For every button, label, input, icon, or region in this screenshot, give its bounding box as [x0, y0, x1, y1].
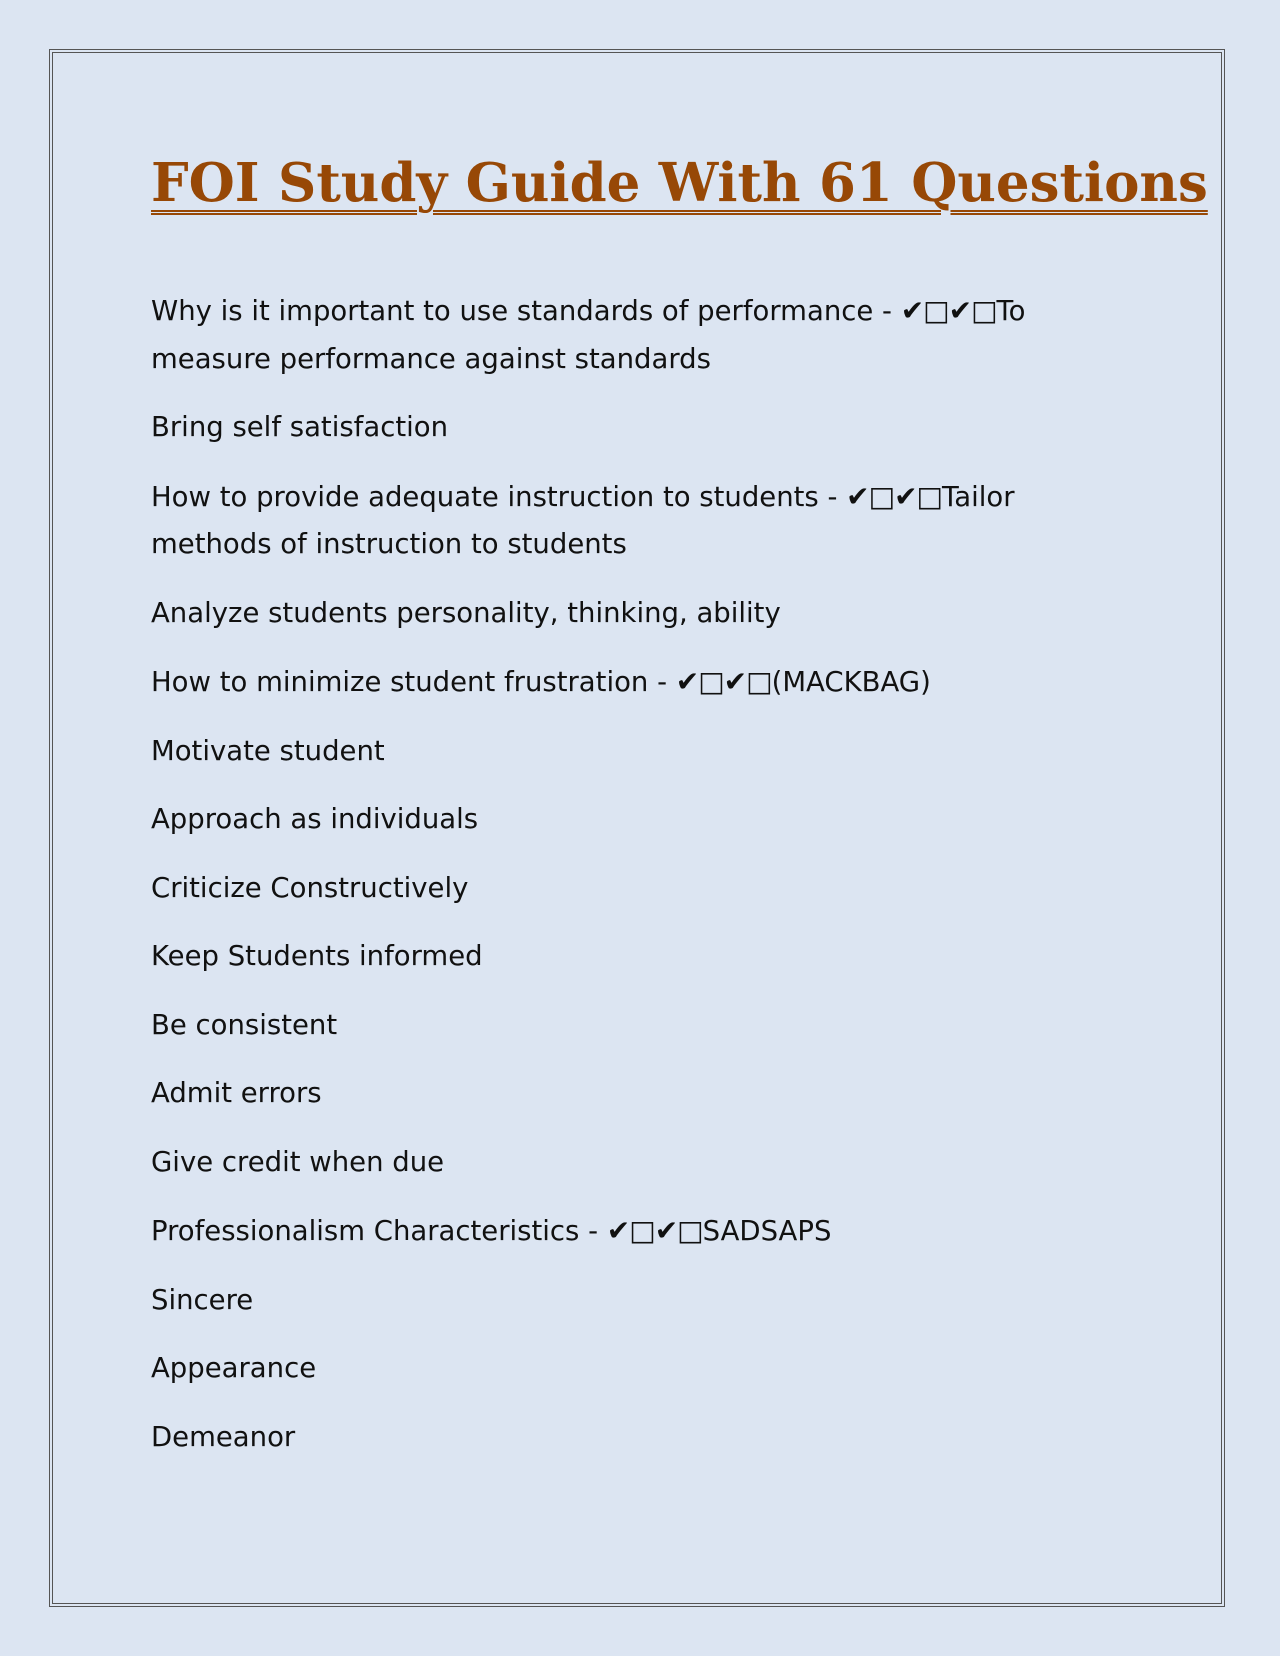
answer-line: Be consistent [151, 1008, 338, 1041]
document-title: FOI Study Guide With 61 Questions [151, 152, 1208, 214]
check-mark-icon: ✔□✔□ [900, 294, 997, 327]
answer-line: Demeanor [151, 1420, 296, 1453]
answer-line: Bring self satisfaction [151, 411, 449, 443]
answer-line: Give credit when due [151, 1145, 445, 1178]
check-mark-icon: ✔□✔□ [606, 1214, 703, 1247]
question-adequate-instruction: How to provide adequate instruction to students - ✔□✔□Tailor methods of instruction to students [151, 479, 1015, 560]
question-professionalism: Professionalism Characteristics - ✔□✔□SADSAPS [151, 1214, 832, 1247]
answer-line: Appearance [151, 1352, 317, 1384]
question-student-frustration: How to minimize student frustration - ✔□✔□(MACKBAG) [151, 665, 931, 698]
question-standards-of-performance: Why is it important to use standards of performance - ✔□✔□To measure performance against standards [151, 294, 1026, 375]
answer-line: Sincere [151, 1283, 254, 1316]
document-body [151, 287, 1091, 1482]
check-mark-icon: ✔□✔□ [675, 665, 772, 698]
answer-line: Approach as individuals [151, 803, 479, 835]
check-mark-icon: ✔□✔□ [846, 479, 943, 513]
answer-line: Keep Students informed [151, 940, 483, 972]
answer-line: Analyze students personality, thinking, ability [151, 596, 781, 629]
answer-line: Criticize Constructively [151, 871, 469, 904]
answer-line: Motivate student [151, 734, 385, 767]
answer-line: Admit errors [151, 1077, 322, 1109]
